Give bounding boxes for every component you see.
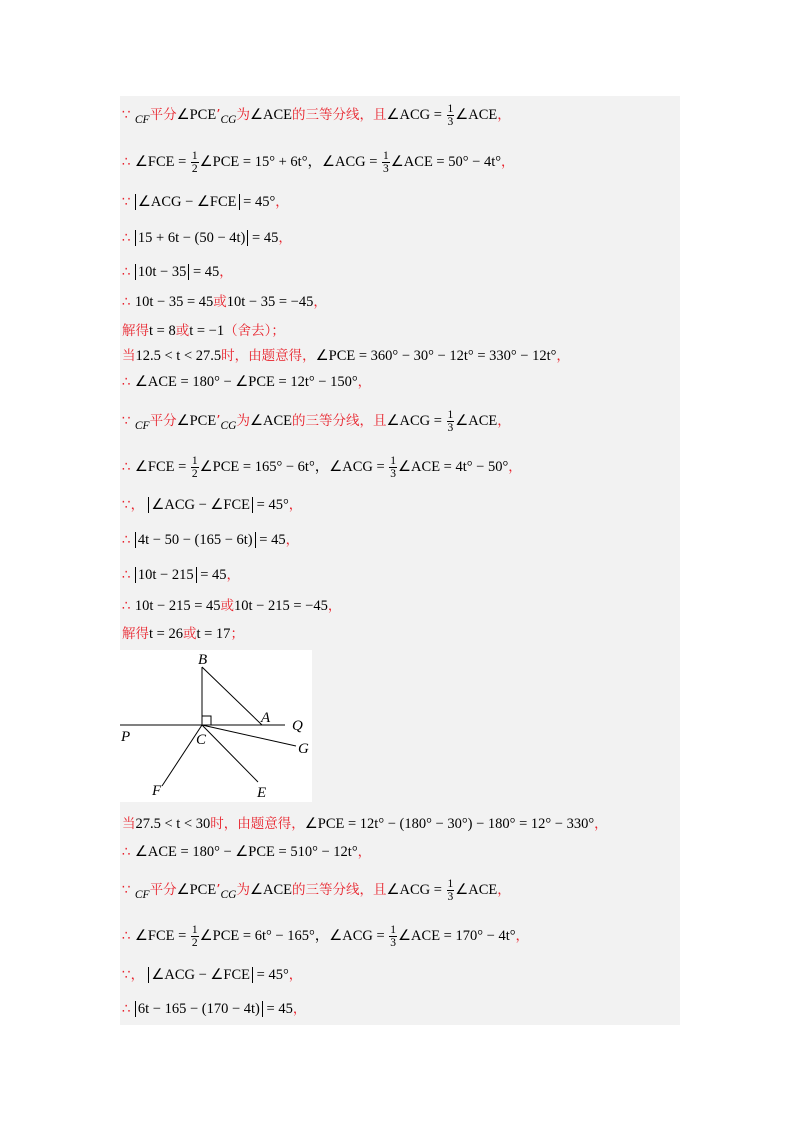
fraction: $\frac{1}{3}$ <box>447 103 454 128</box>
line-given-bisector-1: ∵ $_{CF}$平分$\angle PCE’_{CG}$为∠ACE的三等分线，且∠ACG = $\frac{1}{3}$ ∠ACE， <box>122 103 511 128</box>
line-abs-condition-1: ∵ ∠ACG − ∠FCE = 45°， <box>122 194 289 210</box>
line-abs-equation-2: ∴ 4t − 50 − (165 − 6t) = 45， <box>122 532 300 548</box>
line-solution-1: 解得t = 8或t = −1（舍去）； <box>122 323 285 339</box>
line-abs-equation-3: ∴ 6t − 165 − (170 − 4t) = 45， <box>122 1001 307 1017</box>
fraction: $\frac{1}{3}$ <box>447 409 454 434</box>
line-given-bisector-2: ∵ $_{CF}$平分$\angle PCE’_{CG}$为∠ACE的三等分线，且∠ACG = $\frac{1}{3}$ ∠ACE， <box>122 409 511 434</box>
line-solution-2: 解得t = 26或t = 17； <box>122 626 244 642</box>
line-ace-3: ∴ ∠ACE = 180° − ∠PCE = 510° − 12t°， <box>122 844 372 860</box>
line-abs-simplified-1: ∴ 10t − 35 = 45， <box>122 264 233 280</box>
line-given-bisector-3: ∵ $_{CF}$平分$\angle PCE’_{CG}$为∠ACE的三等分线，且∠ACG = $\frac{1}{3}$ ∠ACE， <box>122 878 511 903</box>
line-cases-1: ∴ 10t − 35 = 45或10t − 35 = −45， <box>122 294 327 310</box>
line-case-range-3: 当27.5 < t < 30时，由题意得，∠PCE = 12t° − (180° − 30°) − 180° = 12° − 330°， <box>122 816 608 832</box>
label-a: A <box>261 710 271 726</box>
line-case-range-2: 当12.5 < t < 27.5时，由题意得，∠PCE = 360° − 30° − 12t° = 330° − 12t°， <box>122 348 570 364</box>
fraction: $\frac{1}{3}$ <box>390 455 397 480</box>
line-cases-2: ∴ 10t − 215 = 45或10t − 215 = −45， <box>122 598 342 614</box>
geometry-diagram <box>120 650 312 802</box>
label-p: P <box>121 729 131 745</box>
line-abs-equation-1: ∴ 15 + 6t − (50 − 4t) = 45， <box>122 230 292 246</box>
line-angle-expressions-3: ∴ ∠FCE = $\frac{1}{2}$ ∠PCE = 6t° − 165°，∠ACG = $\frac{1}{3}$ ∠ACE = 170° − 4t°， <box>122 924 530 949</box>
line-angle-expressions-2: ∴ ∠FCE = $\frac{1}{2}$ ∠PCE = 165° − 6t°，∠ACG = $\frac{1}{3}$ ∠ACE = 4t° − 50°， <box>122 455 522 480</box>
fraction: $\frac{1}{2}$ <box>191 924 198 949</box>
label-q: Q <box>292 718 303 734</box>
fraction: $\frac{1}{3}$ <box>447 878 454 903</box>
fraction: $\frac{1}{2}$ <box>191 150 198 175</box>
label-e: E <box>257 785 267 801</box>
label-b: B <box>198 652 208 668</box>
fraction: $\frac{1}{3}$ <box>383 150 389 175</box>
line-abs-condition-3: ∵， ∠ACG − ∠FCE = 45°， <box>122 967 303 983</box>
label-g: G <box>298 741 309 757</box>
label-c: C <box>196 732 207 748</box>
fraction: $\frac{1}{2}$ <box>191 455 198 480</box>
label-f: F <box>152 783 162 799</box>
line-angle-expressions-1: ∴ ∠FCE = $\frac{1}{2}$ ∠PCE = 15° + 6t°，∠ACG = $\frac{1}{3}$ ∠ACE = 50° − 4t°， <box>122 150 515 175</box>
line-abs-simplified-2: ∴ 10t − 215 = 45， <box>122 567 241 583</box>
line-abs-condition-2: ∵， ∠ACG − ∠FCE = 45°， <box>122 497 303 513</box>
fraction: $\frac{1}{3}$ <box>390 924 397 949</box>
line-ace-2: ∴ ∠ACE = 180° − ∠PCE = 12t° − 150°， <box>122 374 372 390</box>
